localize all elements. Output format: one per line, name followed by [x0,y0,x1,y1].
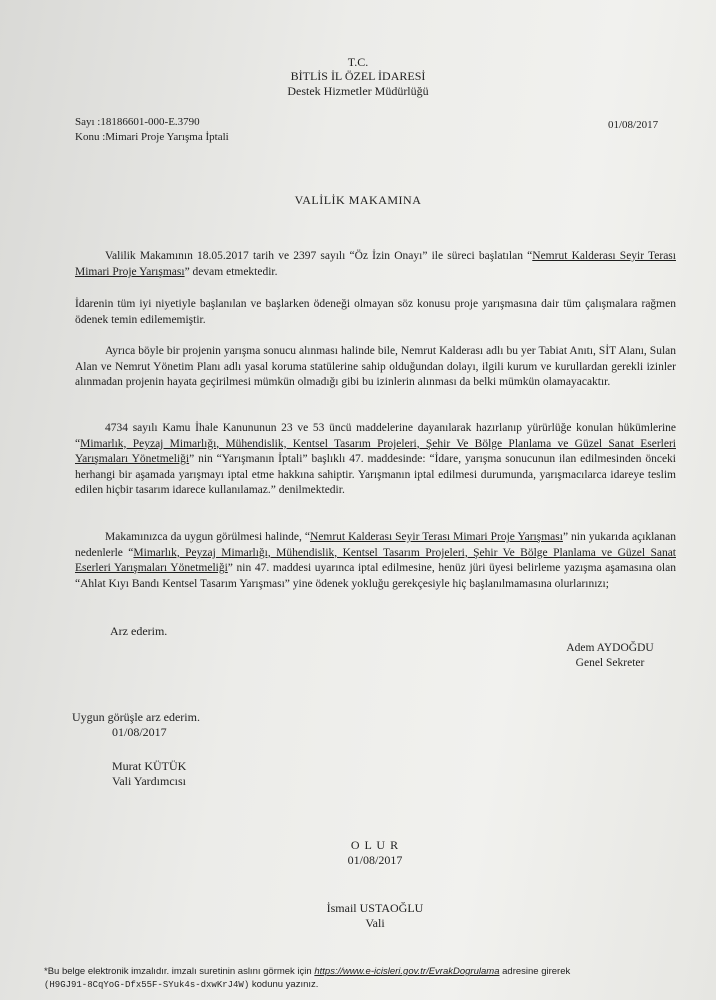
p5-underlined-regulation: Mimarlık, Peyzaj Mimarlığı, Mühendislik, Kentsel Tasarım Projeleri, Şehir Ve Bölge Planlama ve Güzel Sanat Eserleri Yarışmaları Yönetmeliği [75,546,676,575]
paragraph-2 [75,297,676,328]
p4-text-a: 4734 sayılı Kamu İhale Kanununun 23 ve 53 üncü maddelerine dayanılarak hazırlanıp yürürlüğe konulan hükümlerine “ [75,422,676,450]
p1-underlined-title: Nemrut Kalderası Seyir Terası Mimari Proje Yarışması [75,250,676,278]
p1-text-a: Valilik Makamının 18.05.2017 tarih ve 2397 sayılı “Öz İzin Onayı” ile süreci başlatılan “ [105,250,533,262]
olur-block [300,838,450,868]
paragraph-3 [75,344,676,391]
approval-block [72,710,200,740]
signer1-title: Genel Sekreter [575,657,645,669]
footer-text-b: adresine girerek [499,966,571,977]
footer-verification [44,965,684,992]
olur-signer [295,901,455,931]
p5-text-c: ” nin 47. maddesi uyarınca iptal edilmesine, henüz jüri üyesi belirleme yazışma aşamasına olan “Ahlat Kıyı Bandı Kentsel Tasarım Yarışması” yine ödenek yokluğu gerekçesiyle hiç başlanılmamasına olurlarınızı; [75,562,676,590]
p3-text: Ayrıca böyle bir projenin yarışma sonucu alınması halinde bile, Nemrut Kalderası adlı bu yer Tabiat Anıtı, SİT Alanı, Sulan Alan ve Nemrut Yönetim Planı adlı yasal koruma statülerine sahip olduğundan dolayı, ilgili kurum ve kurullardan gerekli izinler alınmadan projenin hayata geçirilmesi mümkün olmadığı gibi bu izinlerin alınması da belki mümkün olamayacaktır. [75,345,676,389]
header-tc: T.C. [347,55,369,69]
olur-name: İsmail USTAOĞLU [326,901,424,915]
p1-text-b: ” devam etmektedir. [184,265,278,278]
olur-label: O L U R [350,838,400,852]
closing-text: Arz ederim. [110,624,168,638]
meta-sayi: Sayı :18186601-000-E.3790 [75,116,200,128]
p5-text-b: ” nin yukarıda açıklanan nedenlerle “ [75,531,677,559]
paragraph-1 [75,249,676,280]
footer-text-a: *Bu belge elektronik imzalıdır. imzalı suretinin aslını görmek için [44,966,315,977]
signer-genel-sekreter [540,641,680,671]
p4-underlined-regulation: Mimarlık, Peyzaj Mimarlığı, Mühendislik, Kentsel Tasarım Projeleri, Şehir Ve Bölge Planlama ve Güzel Sanat Eserleri Yarışmaları Yönetmeliği [75,437,676,466]
paragraph-5 [75,530,676,592]
meta-date: 01/08/2017 [608,119,659,131]
footer-text-c: kodunu yazınız. [249,979,319,990]
p2-text: İdarenin tüm iyi niyetiyle başlanılan ve başlarken ödeneği olmayan söz konusu proje yarışmasına dair tüm çalışmalara rağmen ödenek temin edilememiştir. [75,298,676,326]
olur-date: 01/08/2017 [347,853,403,867]
signer1-name: Adem AYDOĞDU [566,642,654,654]
verification-code: (H9GJ91-8CqYoG-Dfx55F-SYuk4s-dxwKrJ4W) [44,980,250,990]
meta-konu: Konu :Mimari Proje Yarışma İptali [75,131,229,143]
p5-underlined-title: Nemrut Kalderası Seyir Terası Mimari Proje Yarışması [309,531,563,543]
approval-signer [112,759,186,789]
p4-text-b: ” nin “Yarışmanın İptali” başlıklı 47. maddesinde: “İdare, yarışma sonucunun ilan edilmesinden önceki herhangi bir aşamada yarışmayı iptal etme hakkına sahiptir. Yarışmanın iptal edilmesi durumunda, yarışmacılarca idareye teslim edilen hiçbir tasarım idarece kullanılamaz.” denilmektedir. [75,453,676,497]
olur-title: Vali [365,916,385,930]
header-department: Destek Hizmetler Müdürlüğü [287,84,429,98]
approval-title: Vali Yardımcısı [112,774,187,788]
p5-text-a: Makamınızca da uygun görülmesi halinde, “ [105,531,310,543]
recipient-heading: VALİLİK MAKAMINA [294,193,422,207]
verification-link[interactable]: https://www.e-icisleri.gov.tr/EvrakDogrulama [314,966,500,977]
approval-name: Murat KÜTÜK [112,759,187,773]
approval-text: Uygun görüşle arz ederim. [72,710,200,724]
paragraph-4 [75,421,676,499]
approval-date: 01/08/2017 [112,725,167,739]
header-institution: BİTLİS İL ÖZEL İDARESİ [290,69,426,83]
